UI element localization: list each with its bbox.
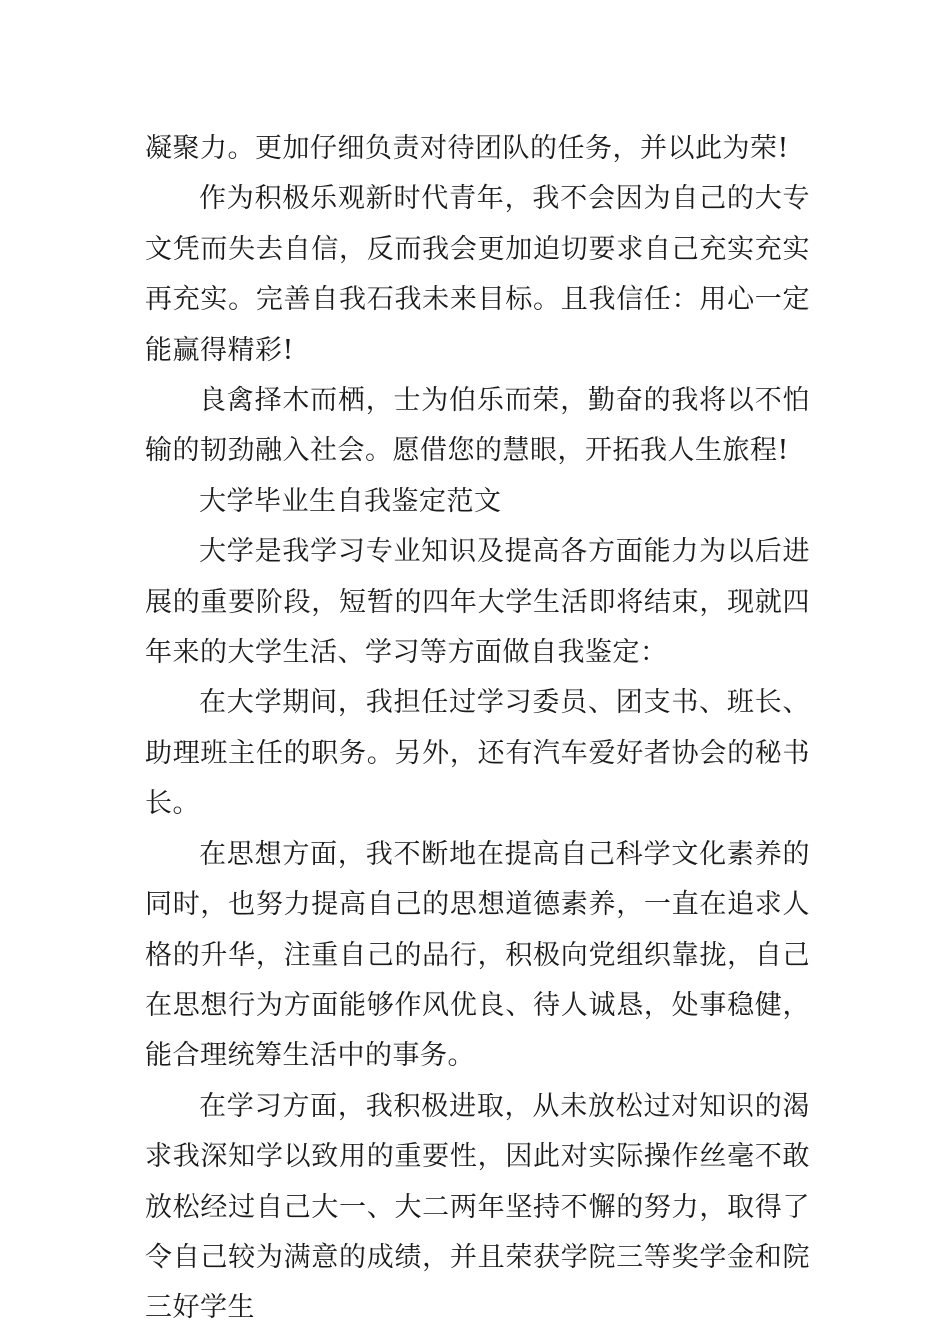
paragraph-society: 良禽择木而栖，士为伯乐而荣，勤奋的我将以不怕输的韧劲融入社会。愿借您的慧眼，开拓我人生旅程! bbox=[145, 385, 810, 467]
paragraph-intro: 大学是我学习专业知识及提高各方面能力为以后进展的重要阶段，短暂的四年大学生活即将结束，现就四年来的大学生活、学习等方面做自我鉴定： bbox=[145, 536, 810, 669]
paragraph-positions: 在大学期间，我担任过学习委员、团支书、班长、助理班主任的职务。另外，还有汽车爱好者协会的秘书长。 bbox=[145, 687, 810, 820]
paragraph-continuation: 凝聚力。更加仔细负责对待团队的任务，并以此为荣! bbox=[145, 133, 789, 164]
document-body bbox=[145, 124, 810, 1334]
paragraph-youth-confidence: 作为积极乐观新时代青年，我不会因为自己的大专文凭而失去自信，反而我会更加迫切要求自己充实充实再充实。完善自我石我未来目标。且我信任：用心一定能赢得精彩! bbox=[145, 183, 810, 366]
paragraph-study: 在学习方面，我积极进取，从未放松过对知识的渴求我深知学以致用的重要性，因此对实际操作丝毫不敢放松经过自己大一、大二两年坚持不懈的努力，取得了令自己较为满意的成绩，并且荣获学院三等奖学金和院三好学生 bbox=[145, 1090, 810, 1324]
paragraph-thought: 在思想方面，我不断地在提高自己科学文化素养的同时，也努力提高自己的思想道德素养，一直在追求人格的升华，注重自己的品行，积极向党组织靠拢，自己在思想行为方面能够作风优良、待人诚恳，处事稳健，能合理统筹生活中的事务。 bbox=[145, 838, 810, 1072]
section-heading: 大学毕业生自我鉴定范文 bbox=[199, 485, 502, 517]
